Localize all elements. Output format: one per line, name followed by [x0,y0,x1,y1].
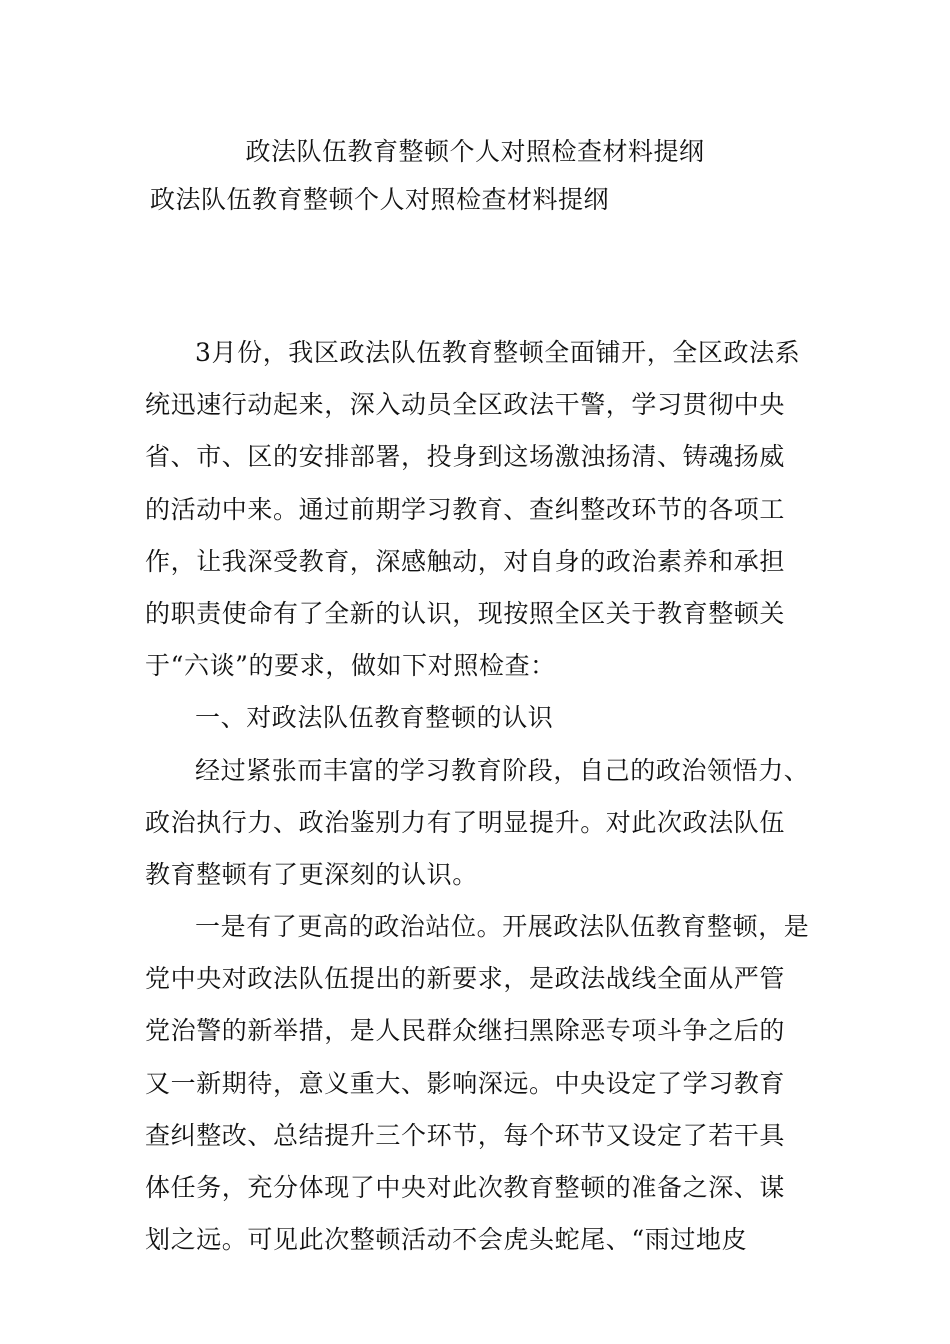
paragraph-line: 一是有了更高的政治站位。开展政法队伍教育整顿，是 [195,912,810,942]
paragraph-line: 查纠整改、总结提升三个环节，每个环节又设定了若干具 [145,1120,786,1150]
paragraph-line: 于“六谈”的要求，做如下对照检查： [145,651,556,681]
paragraph-line: 党中央对政法队伍提出的新要求，是政法战线全面从严管 [145,964,786,994]
section-heading: 一、对政法队伍教育整顿的认识 [195,703,554,733]
document-title-left: 政法队伍教育整顿个人对照检查材料提纲 [150,185,610,214]
paragraph-line: 经过紧张而丰富的学习教育阶段，自己的政治领悟力、 [195,755,810,785]
paragraph-line: 作，让我深受教育，深感触动，对自身的政治素养和承担 [145,546,786,576]
paragraph-line: 统迅速行动起来，深入动员全区政法干警，学习贯彻中央 [145,390,786,420]
document-title-centered: 政法队伍教育整顿个人对照检查材料提纲 [245,137,705,166]
paragraph-line: 体任务，充分体现了中央对此次教育整顿的准备之深、谋 [145,1173,786,1202]
paragraph-line: 又一新期待，意义重大、影响深远。中央设定了学习教育 [145,1068,786,1098]
paragraph-line: 的职责使命有了全新的认识，现按照全区关于教育整顿关 [145,598,786,628]
paragraph-line: 党治警的新举措，是人民群众继扫黑除恶专项斗争之后的 [145,1016,786,1046]
paragraph-line: 划之远。可见此次整顿活动不会虎头蛇尾、“雨过地皮 [145,1225,748,1255]
paragraph-line: 教育整顿有了更深刻的认识。 [145,859,478,889]
paragraph-line: 省、市、区的安排部署，投身到这场激浊扬清、铸魂扬威 [145,442,786,472]
paragraph-line: 政治执行力、政治鉴别力有了明显提升。对此次政法队伍 [145,807,786,837]
document-body [145,327,810,1266]
paragraph-line: 3月份，我区政法队伍教育整顿全面铺开，全区政法系 [195,338,801,367]
paragraph-line: 的活动中来。通过前期学习教育、查纠整改环节的各项工 [145,494,786,524]
